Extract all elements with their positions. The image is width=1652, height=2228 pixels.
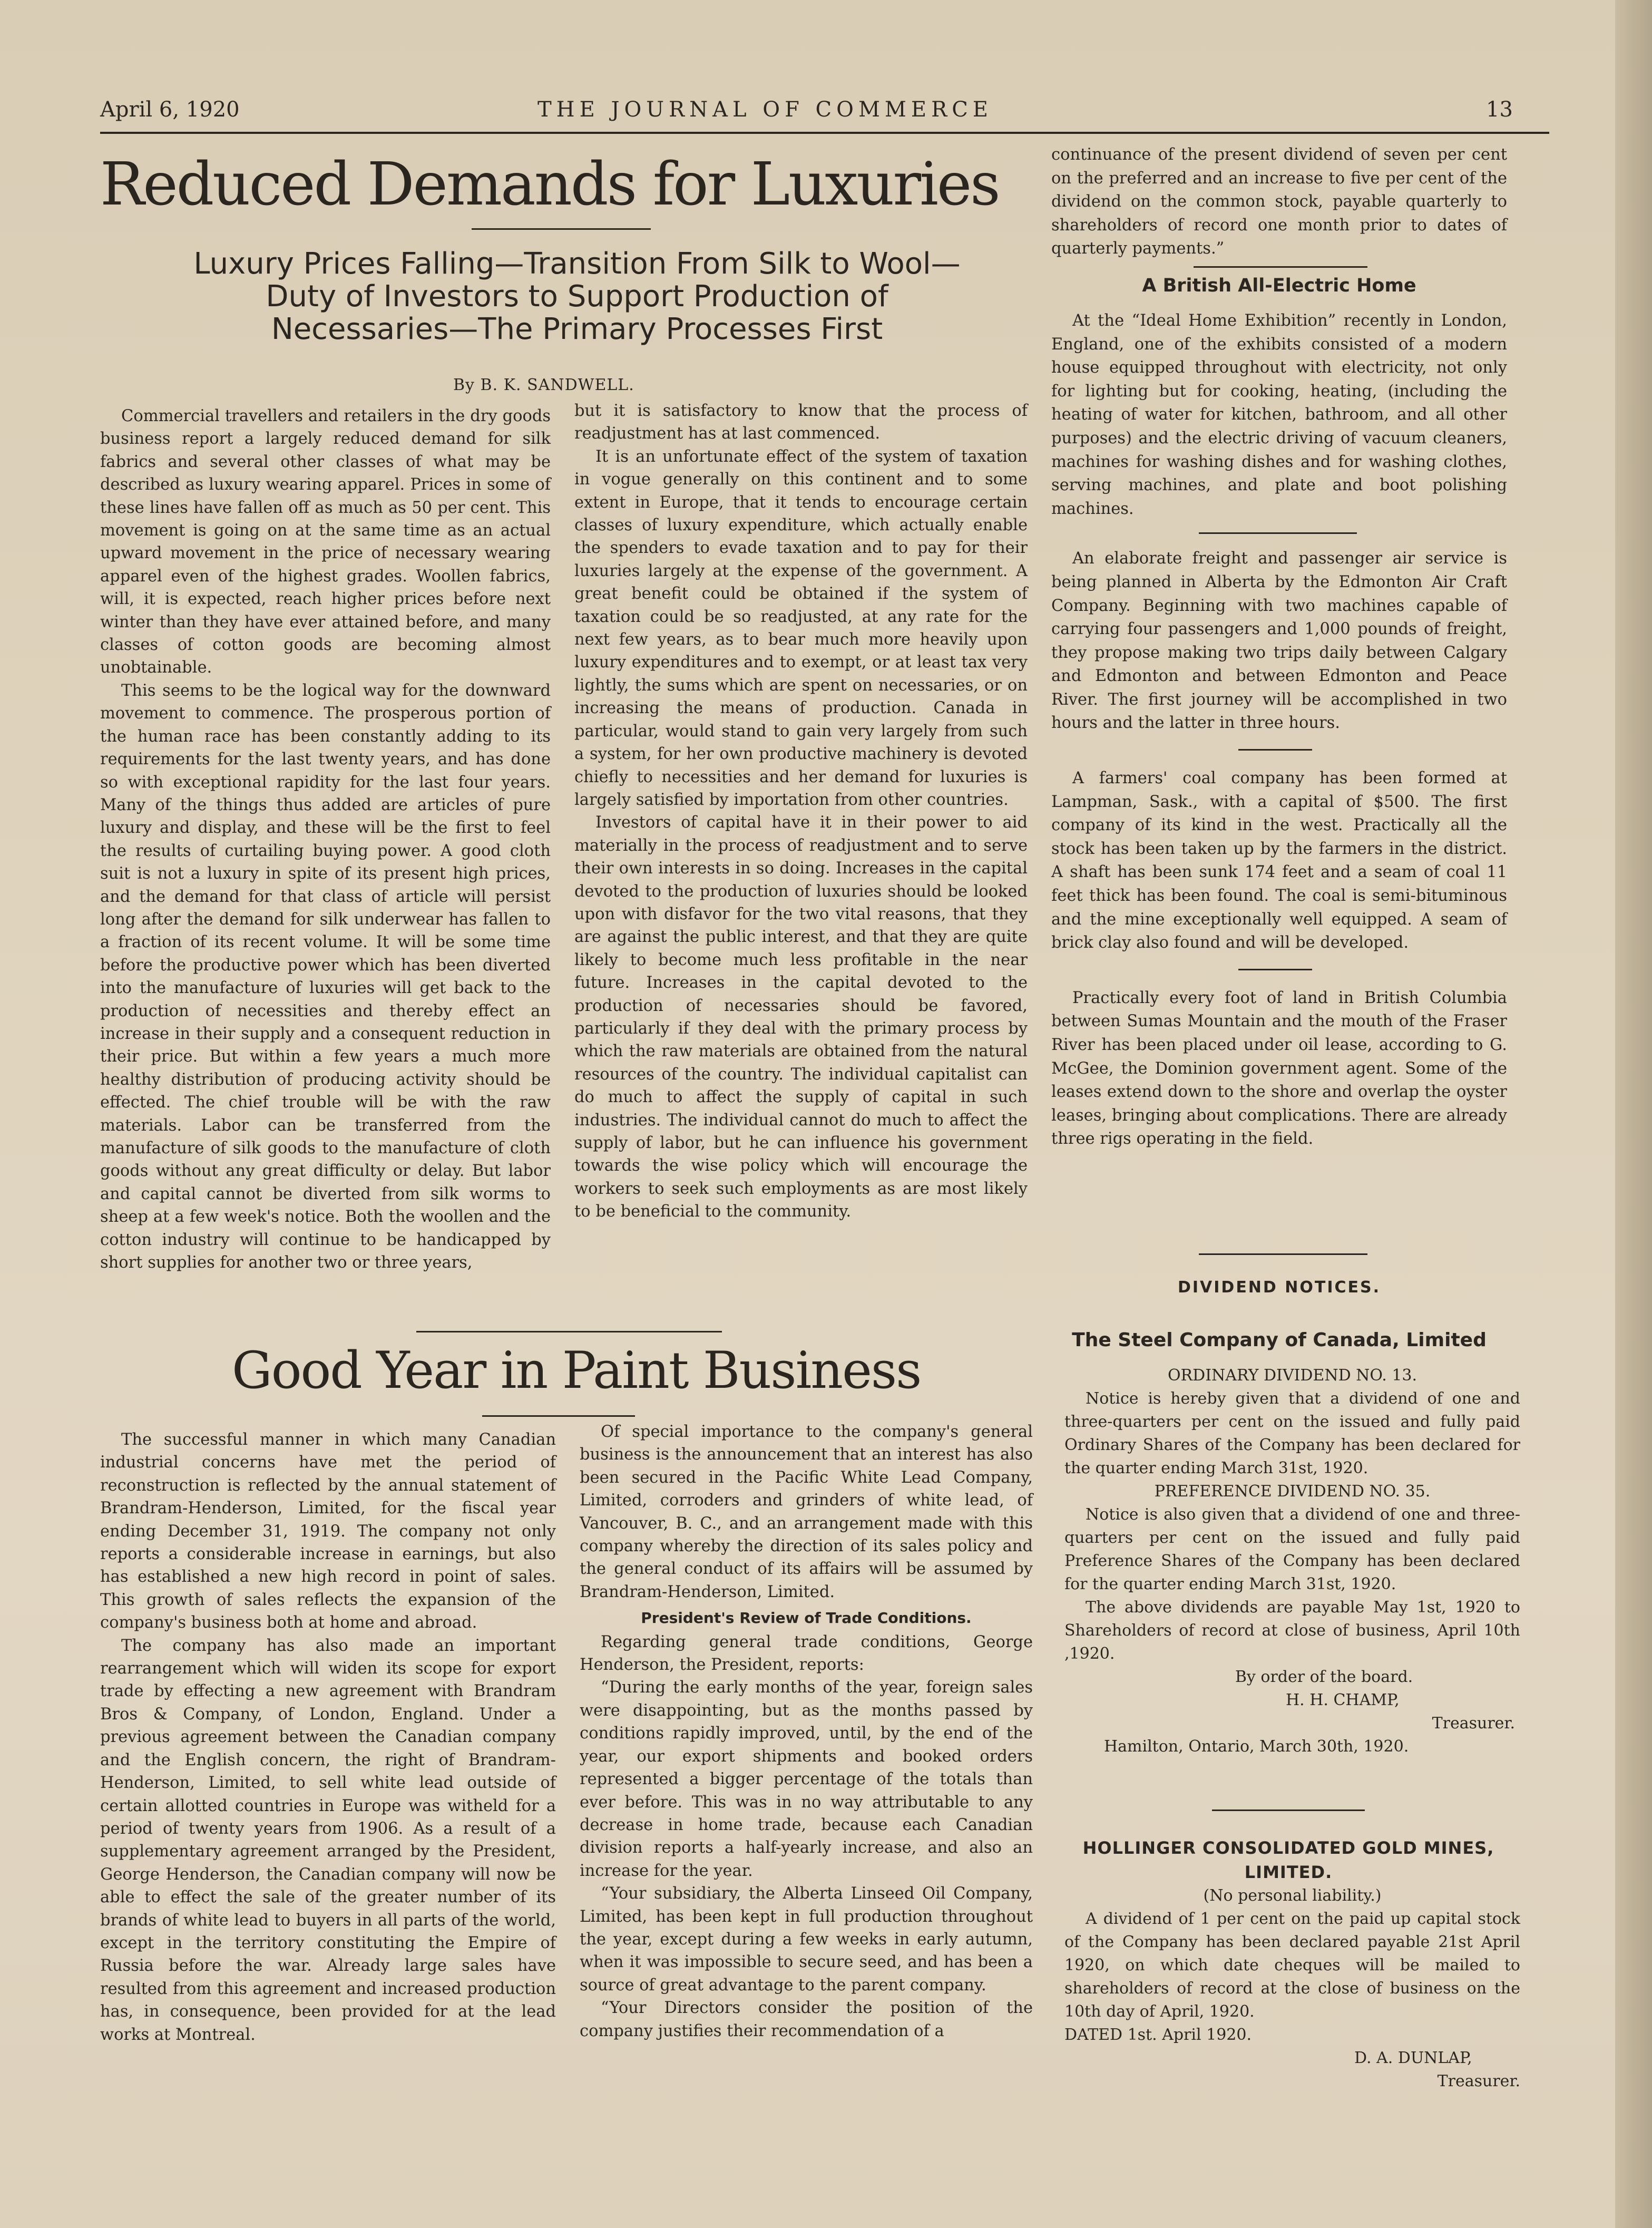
paragraph: Of special importance to the company's general business is the announcement that an interest has also been secured in the Pacific White Lead Company, Limited, corroders and grinders of white lead, of Vancouver, B. C., and an arrangement made with this company whereby the direction of its sales policy and the general conduct of its affairs will be assumed by Brandram-Henderson, Limited.	[580, 1423, 1033, 1601]
hollinger-signer-title: Treasurer.	[1437, 2072, 1520, 2090]
section-rule	[1238, 749, 1312, 751]
subtitle-line: Duty of Investors to Support Production of	[266, 279, 888, 314]
article-separator	[416, 1331, 722, 1332]
all-electric-home-heading: A British All-Electric Home	[1142, 275, 1416, 296]
article1-title-rule	[472, 228, 651, 230]
by-order-line: By order of the board.	[1235, 1668, 1413, 1686]
hollinger-signer: D. A. DUNLAP,	[1354, 2049, 1472, 2067]
hollinger-dividend-notice	[1064, 1884, 1520, 2093]
paragraph: Regarding general trade conditions, George Henderson, the President, reports:	[580, 1632, 1033, 1675]
article1-column-1	[100, 405, 551, 1274]
paragraph: Notice is hereby given that a dividend of one and three-quarters per cent on the issued and fully paid Ordinary Shares of the Company has been declared for the quarter ending March 31st, 1920.	[1064, 1389, 1520, 1477]
paragraph: “Your subsidiary, the Alberta Linseed Oil Company, Limited, has been kept in full production throughout the year, except during a few weeks in early autumn, when it was impossible to secure seed, and has been a source of great advantage to the parent company.	[580, 1884, 1033, 1995]
paragraph: An elaborate freight and passenger air service is being planned in Alberta by the Edmonton Air Craft Company. Beginning with two machines capable of carrying four passengers and 1,000 pounds of freight, they propose making two trips daily between Calgary and Edmonton and between Edmonton and Peace River. The first journey will be accomplished in two hours and the latter in three hours.	[1051, 549, 1507, 733]
paragraph: The company has also made an important rearrangement which will widen its scope for export trade by effecting a new agreement with Brandram Bros & Company, of London, England. Under a previous agreement between the Canadian company and the English concern, the right of Brandram-Henderson, Limited, to sell white lead outside of certain allotted countries in Europe was witheld for a period of twenty years from 1906. As a result of a supplementary agreement arranged by the President, George Henderson, the Canadian company will now be able to effect the sale of the greater number of its brands of white lead to buyers in all parts of the world, except in the territory constituting the Empire of Russia before the war. Already large sales have resulted from this agreement and increased production has, in consequence, been provided for at the lead works at Montreal.	[100, 1636, 556, 2044]
paragraph: This seems to be the logical way for the downward movement to commence. The prosperous portion of the human race has been constantly adding to its requirements for the last twenty years, and has done so with exceptional rapidity for the last four years. Many of the things thus added are articles of pure luxury and display, and these will be the first to feel the results of curtailing buying power. A good cloth suit is not a luxury in spite of its present high prices, and the demand for that class of article will persist long after the demand for silk underwear has fallen to a fraction of its recent volume. It will be some time before the productive power which has been diverted into the manufacture of luxuries will get back to the production of necessities and thereby effect an increase in their supply and a consequent reduction in their price. But within a few years a much more healthy distribution of producing activity should be effected. The chief trouble will be with the raw materials. Labor can be transferred from the manufacture of silk goods to the manufacture of cloth goods without any great difficulty or delay. But labor and capital cannot be diverted from silk worms to sheep at a few week's notice. Both the woollen and the cotton industry will continue to be handicapped by short supplies for another two or three years,	[100, 681, 551, 1272]
subtitle-line: Necessaries—The Primary Processes First	[271, 312, 883, 346]
steel-place-date: Hamilton, Ontario, March 30th, 1920.	[1104, 1737, 1409, 1756]
article2-title-rule	[482, 1415, 635, 1417]
paragraph: Commercial travellers and retailers in the dry goods business report a largely reduced demand for silk fabrics and several other classes of what may be described as luxury wearing apparel. Prices in some of these lines have fallen off as much as 50 per cent. This movement is going on at the same time as an actual upward movement in the price of necessary wearing apparel even of the highest grades. Woollen fabrics, will, it is expected, reach higher prices before next winter than they have ever attained before, and many classes of cotton goods are becoming almost unobtainable.	[100, 407, 551, 677]
dividend-top-rule	[1199, 1253, 1367, 1255]
steel-company-name: The Steel Company of Canada, Limited	[1072, 1329, 1487, 1351]
ordinary-dividend-heading: ORDINARY DIVIDEND NO. 13.	[1167, 1366, 1418, 1385]
steel-signer: H. H. CHAMP,	[1286, 1691, 1400, 1709]
paragraph: It is an unfortunate effect of the system of taxation in vogue generally on this continent and to some extent in Europe, that it tends to encourage certain classes of luxury expenditure, which actually enable the spenders to evade taxation and to pay for their luxuries largely at the expense of the government. A great benefit could be obtained if the system of taxation could be so readjusted, at any rate for the next few years, as to bear much more heavily upon luxury expenditures and to exempt, or at least tax very lightly, the sums which are spent on necessaries, or on increasing the means of production. Canada in particular, would stand to gain very largely from such a system, for her own productive machinery is devoted chiefly to necessities and her demand for luxuries is largely satisfied by importation from other countries.	[574, 447, 1028, 809]
paragraph: but it is satisfactory to know that the process of readjustment has at last commenced.	[574, 402, 1028, 443]
article2-title: Good Year in Paint Business	[232, 1341, 921, 1400]
right-column-news	[1051, 143, 1507, 1151]
header-date: April 6, 1920	[100, 98, 240, 122]
paragraph: Practically every foot of land in British Columbia between Sumas Mountain and the mouth of the Fraser River has been placed under oil lease, according to G. McGee, the Dominion government agent. Some of the leases extend down to the shore and overlap the oyster leases, bringing about complications. There are already three rigs operating in the field.	[1051, 988, 1507, 1149]
paragraph: The successful manner in which many Canadian industrial concerns have met the period of reconstruction is reflected by the annual statement of Brandram-Henderson, Limited, for the fiscal year ending December 31, 1919. The company not only reports a considerable increase in earnings, but also has established a new high record in point of sales. This growth of sales reflects the expansion of the company's business both at home and abroad.	[100, 1431, 556, 1632]
paragraph: At the “Ideal Home Exhibition” recently in London, England, one of the exhibits consisted of a modern house equipped throughout with electricity, not only for lighting but for cooking, heating, (including the heating of water for kitchen, bathroom, and all other purposes) and the electric driving of vacuum cleaners, machines for washing dishes and for washing clothes, serving machines, and plate and boot polishing machines.	[1051, 311, 1507, 518]
page-spine-shadow	[1615, 0, 1652, 2228]
subtitle-line: Luxury Prices Falling—Transition From Silk to Wool—	[193, 247, 961, 281]
paragraph: “During the early months of the year, foreign sales were disappointing, but as the months passed by conditions rapidly improved, until, by the end of the year, our export shipments and booked orders represented a bigger percentage of the totals than ever before. This was in no way attributable to any decrease in home trade, because each Canadian division reports a half-yearly increase, and also an increase for the year.	[580, 1678, 1033, 1880]
section-rule	[1238, 969, 1312, 970]
article1-subtitle	[100, 248, 1054, 346]
article1-column-2	[574, 400, 1028, 1223]
hollinger-company-name	[1054, 1836, 1523, 1884]
paragraph: The above dividends are payable May 1st, 1920 to Shareholders of record at close of business, April 10th ,1920.	[1064, 1598, 1520, 1663]
article1-title: Reduced Demands for Luxuries	[100, 150, 999, 219]
section-rule	[1194, 266, 1367, 268]
article1-byline: By B. K. SANDWELL.	[453, 376, 634, 394]
article2-column-2	[580, 1421, 1033, 2042]
hollinger-dated: DATED 1st. April 1920.	[1064, 2026, 1252, 2044]
hollinger-liability: (No personal liability.)	[1203, 1886, 1382, 1905]
dividend-middle-rule	[1212, 1809, 1365, 1811]
hollinger-name-line: HOLLINGER CONSOLIDATED GOLD MINES,	[1082, 1838, 1494, 1858]
header-rule	[100, 132, 1549, 134]
paragraph: “Your Directors consider the position of the company justifies their recommendation of a	[580, 1999, 1033, 2040]
steel-signer-title: Treasurer.	[1432, 1714, 1515, 1733]
preference-dividend-heading: PREFERENCE DIVIDEND NO. 35.	[1154, 1482, 1431, 1501]
article2-column-1	[100, 1428, 556, 2046]
paragraph: continuance of the present dividend of seven per cent on the preferred and an increase to five per cent of the dividend on the common stock, payable quarterly to shareholders of record one month prior to dates of quarterly payments.”	[1051, 145, 1507, 258]
steel-dividend-notice	[1064, 1364, 1520, 1758]
paragraph: A farmers' coal company has been formed at Lampman, Sask., with a capital of $500. The first company of its kind in the west. Practically all the stock has been taken up by the farmers in the district. A shaft has been sunk 174 feet and a seam of coal 11 feet thick has been found. The coal is semi-bituminous and the mine exceptionally well equipped. A seam of brick clay also found and will be developed.	[1051, 769, 1507, 952]
hollinger-name-line: LIMITED.	[1244, 1862, 1333, 1882]
paragraph: A dividend of 1 per cent on the paid up capital stock of the Company has been declared payable 21st April 1920, on which date cheques will be mailed to shareholders of record at the close of business on the 10th day of April, 1920.	[1064, 1910, 1520, 2021]
paragraph: Investors of capital have it in their power to aid materially in the process of readjustment and to serve their own interests in so doing. Increases in the capital devoted to the production of luxuries should be looked upon with disfavor for the two vital reasons, that they are against the public interest, and that they are quite likely to become much less profitable in the near future. Increases in the capital devoted to the production of necessaries should be favored, particularly if they deal with the primary process by which the raw materials are obtained from the natural resources of the country. The individual capitalist can do much to affect the supply of capital in such industries. The individual cannot do much to affect the supply of labor, but he can influence his government towards the wise policy which will encourage the workers to seek such employments as are most likely to be beneficial to the community.	[574, 813, 1028, 1221]
section-rule	[1199, 532, 1357, 534]
header-page-number: 13	[1486, 98, 1513, 122]
article2-subhead: President's Review of Trade Conditions.	[641, 1609, 972, 1627]
header-journal-title: THE JOURNAL OF COMMERCE	[537, 98, 993, 122]
paragraph: Notice is also given that a dividend of one and three-quarters per cent on the issued and fully paid Preference Shares of the Company has been declared for the quarter ending March 31st, 1920.	[1064, 1505, 1520, 1593]
dividend-notices-heading: DIVIDEND NOTICES.	[1177, 1278, 1381, 1297]
